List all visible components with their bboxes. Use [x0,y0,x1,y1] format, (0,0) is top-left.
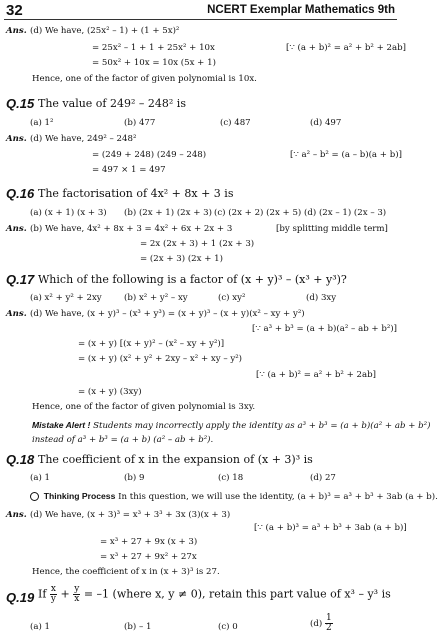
q18-conclusion: Hence, the coefficient of x in (x + 3)³ is 27. [32,567,220,577]
q18-question: The coefficient of x in the expansion of (x + 3)³ is [38,453,313,466]
mistake-alert-label: Mistake Alert ! [32,420,91,430]
q16-line1: (b) We have, 4x² + 8x + 3 = 4x² + 6x + 2x + 3 [30,224,233,234]
q17-option-b: (b) x² + y² – xy [124,293,188,303]
q15-option-b: (b) 477 [124,118,156,128]
q19-fraction-y-over-x: $\frac{y}{x}$ [74,584,80,604]
q18-option-b: (b) 9 [124,473,145,483]
q17-line1-reason: [∵ a³ + b³ = (a + b)(a² – ab + b²)] [252,324,398,334]
q17-number: Q.17 [6,272,35,287]
q17-line4: = (x + y) (3xy) [78,387,142,397]
q14-line2: = 25x² – 1 + 1 + 25x² + 10x [92,43,215,53]
q18-option-a: (a) 1 [30,473,51,483]
q18-option-d: (d) 27 [310,473,336,483]
q15-option-d: (d) 497 [310,118,342,128]
q19-option-b: (b) – 1 [124,622,152,632]
q16-option-b: (b) (2x + 1) (2x + 3) [124,208,212,218]
thinking-process-label: Thinking Process [43,491,116,501]
q15-line2-reason: [∵ a² – b² = (a – b)(a + b)] [290,150,402,160]
q18-option-c: (c) 18 [218,473,244,483]
q14-line1-reason: [∵ (a + b)² = a² + b² + 2ab] [286,43,406,53]
q18-ans-label: Ans. [6,510,27,520]
q14-conclusion: Hence, one of the factor of given polynomial is 10x. [32,74,257,84]
q15-line3: = 497 × 1 = 497 [92,165,166,175]
q16-option-a: (a) (x + 1) (x + 3) [30,208,107,218]
lightbulb-icon [30,492,39,501]
q17-conclusion: Hence, one of the factor of given polynomial is 3xy. [32,402,256,412]
q17-line1: (d) We have, (x + y)³ – (x³ + y³) = (x + y)³ – (x + y)(x² – xy + y²) [30,309,305,319]
q18-line2: = x³ + 27 + 9x (x + 3) [100,537,198,547]
q19-option-d: (d) $\frac{1}{2}$ [310,613,332,633]
q15-option-a: (a) 1² [30,118,54,128]
mistake-alert-text2: instead of a³ + b³ = (a + b) (a² – ab + b²). [32,435,214,445]
book-title: NCERT Exemplar Mathematics 9th [207,4,395,16]
q17-mistake-alert [32,420,430,431]
page-number: 32 [6,2,23,19]
q17-option-a: (a) x² + y² + 2xy [30,293,102,303]
thinking-process-text: In this question, we will use the identity, (a + b)³ = a³ + b³ + 3ab (a + b). [118,492,438,502]
mistake-alert-text1: Students may incorrectly apply the identity as a³ + b³ = (a + b)(a² + ab + b²) [93,421,431,431]
q19-fraction-x-over-y: $\frac{x}{y}$ [50,584,56,604]
q17-line3: = (x + y) (x² + y² + 2xy – x² + xy – y²) [78,354,243,364]
q17-question: Which of the following is a factor of (x + y)³ – (x³ + y³)? [38,273,347,286]
q19-option-d-fraction: $\frac{1}{2}$ [325,613,332,633]
q17-option-c: (c) xy² [218,293,246,303]
q18-number: Q.18 [6,452,35,467]
q17-line2: = (x + y) [(x + y)² – (x² – xy + y²)] [78,339,225,349]
q18-line1: (d) We have, (x + 3)³ = x³ + 3³ + 3x (3)(x + 3) [30,510,231,520]
q16-line1-reason: [by splitting middle term] [276,224,388,234]
q16-line2: = 2x (2x + 3) + 1 (2x + 3) [140,239,255,249]
q14-line3: = 50x² + 10x = 10x (5x + 1) [92,58,216,68]
q17-option-d: (d) 3xy [306,293,337,303]
q17-ans-label: Ans. [6,309,27,319]
q16-line3: = (2x + 3) (2x + 1) [140,254,223,264]
header-rule [4,19,397,20]
q18-thinking-process [30,491,438,502]
q17-line3-reason: [∵ (a + b)² = a² + b² + 2ab] [256,370,376,380]
q16-ans-label: Ans. [6,224,27,234]
q14-line1: (d) We have, (25x² – 1) + (1 + 5x)² [30,26,180,36]
q15-option-c: (c) 487 [220,118,251,128]
q16-option-c: (c) (2x + 2) (2x + 5) [214,208,302,218]
q19-option-c: (c) 0 [218,622,238,632]
q16-number: Q.16 [6,186,35,201]
q15-ans-label: Ans. [6,134,27,144]
q19-question-rest: = –1 (where x, y ≠ 0), retain this part value of x³ – y³ is [83,587,391,601]
q15-line1: (d) We have, 249² – 248² [30,134,137,144]
q18-line3: = x³ + 27 + 9x² + 27x [100,552,197,562]
q16-question: The factorisation of 4x² + 8x + 3 is [38,187,234,200]
q14-ans-label: Ans. [6,26,27,36]
q15-question: The value of 249² – 248² is [38,97,186,110]
q19-option-a: (a) 1 [30,622,51,632]
q19-number: Q.19 [6,590,35,605]
q18-line1-reason: [∵ (a + b)³ = a³ + b³ + 3ab (a + b)] [254,523,407,533]
q19-if: If [38,587,47,601]
q16-option-d: (d) (2x – 1) (2x – 3) [304,208,387,218]
q15-number: Q.15 [6,96,35,111]
q15-line2: = (249 + 248) (249 – 248) [92,150,207,160]
q19-question: If $\frac{x}{y}$ + $\frac{y}{x}$ = –1 (where x, y ≠ 0), retain this part value of x³ – y³ is [38,584,391,604]
